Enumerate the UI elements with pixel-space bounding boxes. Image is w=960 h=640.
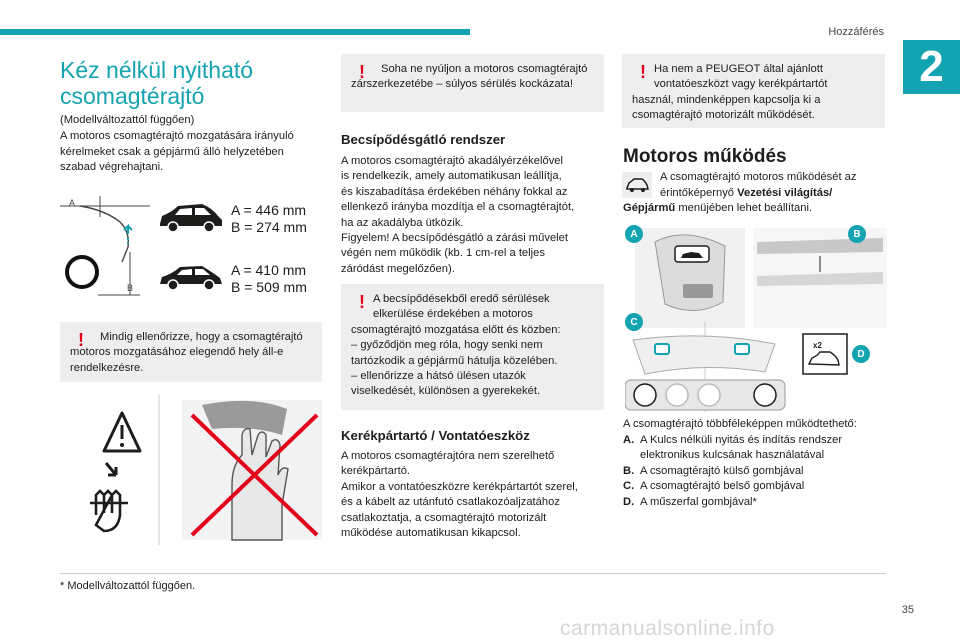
text-line: A motoros csomagtérajtó akadályérzékelővel	[341, 155, 563, 167]
list-key: C.	[623, 480, 635, 493]
text-line: Amikor a vontatóeszközre kerékpártartót szerel,	[341, 480, 578, 493]
header-accent-bar	[0, 29, 470, 35]
motor-heading: Motoros működés	[623, 146, 787, 167]
motor-text-plain: érintőképernyő	[660, 187, 738, 199]
text-line: csomagtérajtó motorizált működését.	[632, 109, 815, 122]
text-line: kerékpártartó.	[341, 465, 411, 478]
towbar-heading: Kerékpártartó / Vontatóeszköz	[341, 428, 530, 443]
text-line: A becsípődésekből eredő sérülések	[373, 293, 550, 305]
text-line: A motoros csomagtérajtóra nem szerelhető	[341, 450, 555, 462]
warning-box	[341, 284, 604, 410]
section-title: Hozzáférés	[828, 26, 884, 38]
warning-text: Mindig ellenőrizze, hogy a csomagtérajtó motoros mozgatásához elegendő hely áll-e rendelkezésre.	[70, 331, 303, 374]
text-line: záródást megelőzően).	[341, 262, 455, 275]
hand-warning-illustration	[82, 395, 327, 545]
list-text: A csomagtérajtó belső gombjával	[640, 480, 805, 493]
chapter-number: 2	[903, 40, 960, 94]
list-text: A műszerfal gombjával*	[640, 495, 757, 508]
text-line: végén nem működik (kb. 1 cm-rel a teljes	[341, 247, 545, 260]
warning-icon: !	[640, 62, 646, 82]
operation-list-item	[623, 464, 804, 479]
suv-dimension-b: B = 274 mm	[231, 219, 307, 235]
operation-list-item	[623, 433, 842, 448]
warning-box	[622, 54, 885, 128]
intro-line: A motoros csomagtérajtó mozgatására irányuló	[60, 130, 294, 142]
warning-icon: !	[359, 292, 365, 312]
text-line: csomagtérajtó mozgatása előtt és közben:	[351, 323, 561, 336]
vehicle-settings-icon	[622, 172, 652, 198]
dimension-label-b: B	[127, 283, 134, 293]
text-line: tartózkodik a gépjármű hátulja közelében.	[351, 354, 558, 367]
intro-line: szabad végrehajtani.	[60, 161, 164, 173]
warning-text	[632, 62, 875, 124]
operation-list-item	[623, 479, 804, 494]
page-title: Kéz nélkül nyitható csomagtérajtó	[60, 57, 254, 109]
motor-text-line: A csomagtérajtó motoros működését az	[660, 171, 857, 183]
warning-icon: !	[359, 62, 365, 82]
operation-list-item	[623, 495, 757, 510]
text-line: ellenkező irányba mozdítja el a csomagtérajtót,	[341, 201, 575, 214]
list-key: A.	[623, 434, 635, 446]
text-line: vontatóeszközt vagy kerékpártartót	[654, 78, 828, 91]
text-line: csatlakoztatja, a csomagtérajtó motorizált	[341, 511, 547, 524]
tailgate-controls-illustration	[625, 222, 887, 412]
intro-line: kérelmeket csak a gépjármű álló helyzetében	[60, 146, 284, 158]
footer-divider	[60, 573, 886, 574]
callout-d: D	[852, 345, 870, 363]
dimension-label-a: A	[69, 198, 76, 208]
motor-text-line	[623, 201, 812, 216]
callout-c: C	[625, 313, 643, 331]
operation-list-intro: A csomagtérajtó többféleképpen működtethető:	[623, 418, 857, 430]
text-line: Figyelem! A becsípődésgátló a zárási művelet	[341, 232, 568, 244]
callout-a: A	[625, 225, 643, 243]
text-line: elkerülése érdekében a motoros	[373, 308, 533, 321]
hatchback-car-icon	[158, 262, 224, 292]
text-line: és a kábelt az utánfutó csatlakozóaljzatához	[341, 496, 560, 509]
text-line: és kiszabadítása érdekében néhány fokkal az	[341, 185, 568, 198]
text-line: ha az akadályba ütközik.	[341, 216, 464, 229]
intro-line: (Modellváltozattól függően)	[60, 114, 195, 126]
motor-text-plain: menüjében lehet beállítani.	[675, 202, 813, 214]
warning-box	[341, 54, 604, 112]
warning-text	[351, 292, 594, 400]
suv-car-icon	[158, 200, 224, 234]
menu-path-bold: Vezetési világítás/	[737, 187, 833, 199]
hatch-dimension-b: B = 509 mm	[231, 279, 307, 295]
text-line: használ, mindenképpen kapcsolja ki a	[632, 93, 821, 106]
warning-box	[60, 322, 322, 382]
footnote: * Modellváltozattól függően.	[60, 580, 196, 592]
text-line: viselkedését, különösen a gyerekekét.	[351, 385, 541, 398]
text-line: – ellenőrizze a hátsó ülésen utazók	[351, 370, 526, 383]
text-line: működése automatikusan kikapcsol.	[341, 527, 521, 539]
text-line: Ha nem a PEUGEOT által ajánlott	[654, 63, 823, 75]
list-key: B.	[623, 464, 635, 477]
watermark: carmanualsonline.info	[560, 617, 775, 640]
hatch-dimension-a: A = 410 mm	[231, 262, 307, 278]
motor-text-line	[660, 186, 832, 201]
list-text: A Kulcs nélküli nyitás és indítás rendszer	[640, 434, 843, 446]
warning-text: Soha ne nyúljon a motoros csomagtérajtó zárszerkezetébe – súlyos sérülés kockázata!	[351, 63, 588, 91]
double-press-label: x2	[813, 341, 822, 350]
anti-pinch-heading: Becsípődésgátló rendszer	[341, 132, 506, 147]
callout-b: B	[848, 225, 866, 243]
menu-path-bold: Gépjármű	[623, 202, 676, 214]
list-text: A csomagtérajtó külső gombjával	[640, 464, 804, 477]
list-text-continued: elektronikus kulcsának használatával	[640, 449, 825, 462]
list-key: D.	[623, 495, 635, 508]
suv-dimension-a: A = 446 mm	[231, 202, 307, 218]
warning-icon: !	[78, 330, 84, 350]
page-number: 35	[901, 604, 914, 616]
text-line: is rendelkezik, amely automatikusan leállítja,	[341, 170, 562, 183]
text-line: – győződjön meg róla, hogy senki nem	[351, 339, 543, 352]
